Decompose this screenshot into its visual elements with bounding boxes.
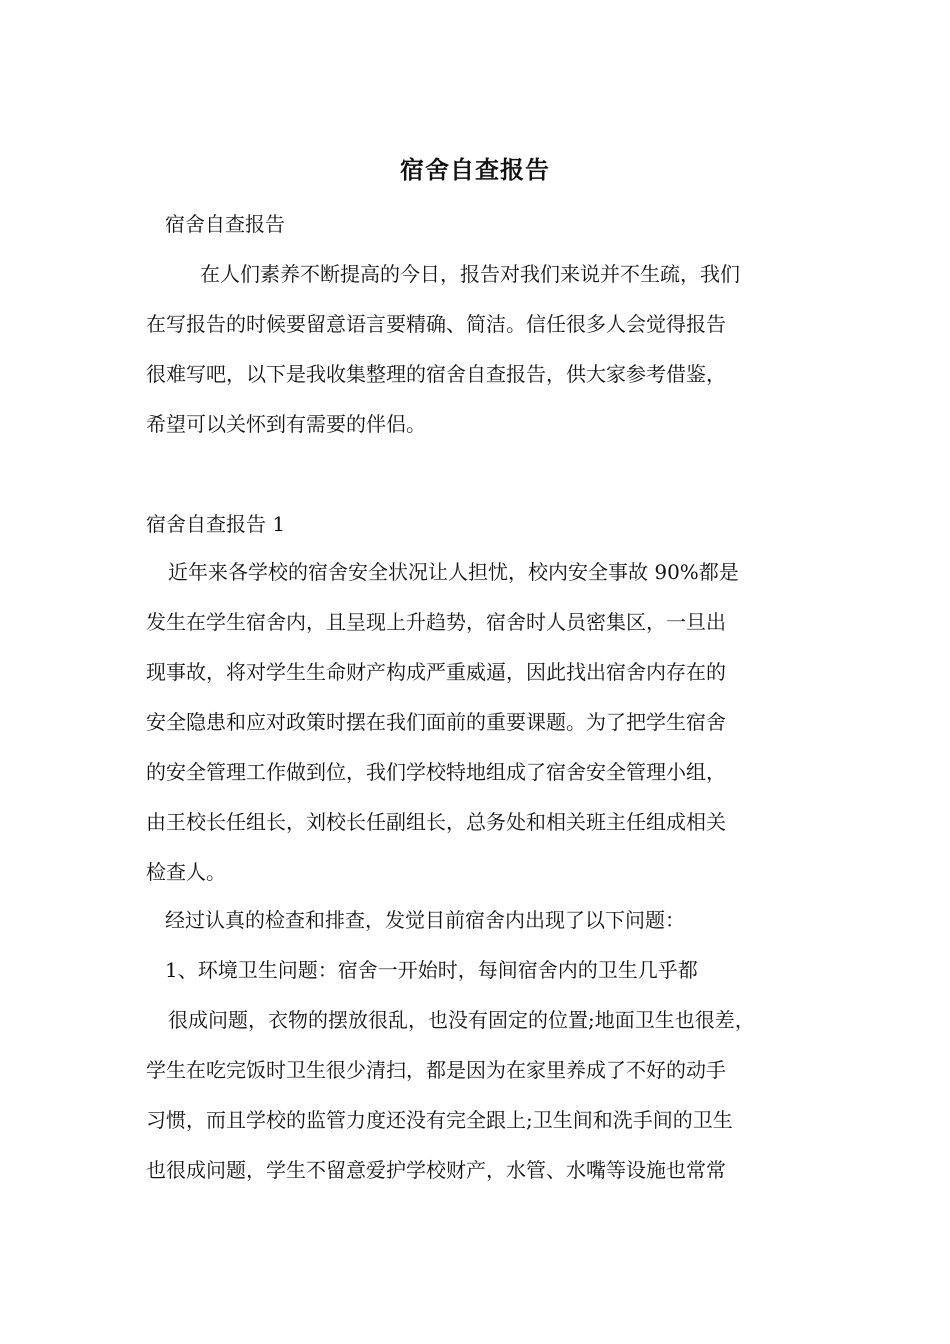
document-title: 宿舍自查报告: [400, 156, 550, 184]
paragraph-line: 安全隐患和应对政策时摆在我们面前的重要课题。为了把学生宿舍: [146, 710, 726, 734]
paragraph-line: 经过认真的检查和排查，发觉目前宿舍内出现了以下问题：: [165, 908, 685, 932]
paragraph-line: 学生在吃完饭时卫生很少清扫，都是因为在家里养成了不好的动手: [146, 1058, 726, 1082]
paragraph-line: 由王校长任组长，刘校长任副组长，总务处和相关班主任组成相关: [146, 810, 726, 834]
paragraph-line: 的安全管理工作做到位，我们学校特地组成了宿舍安全管理小组，: [146, 760, 726, 784]
list-item-line: 1、环境卫生问题：宿舍一开始时，每间宿舍内的卫生几乎都: [165, 958, 698, 982]
subtitle-line: 宿舍自查报告: [165, 212, 285, 236]
paragraph-line: 很难写吧，以下是我收集整理的宿舍自查报告，供大家参考借鉴，: [146, 362, 726, 386]
paragraph-line: 近年来各学校的宿舍安全状况让人担忧，校内安全事故 90%都是: [168, 560, 739, 584]
section-heading: 宿舍自查报告 1: [146, 512, 286, 536]
paragraph-line: 在人们素养不断提高的今日，报告对我们来说并不生疏，我们: [200, 262, 740, 286]
paragraph-line: 在写报告的时候要留意语言要精确、简洁。信任很多人会觉得报告: [146, 312, 726, 336]
paragraph-line: 检查人。: [146, 860, 226, 884]
paragraph-line: 现事故，将对学生生命财产构成严重威逼，因此找出宿舍内存在的: [146, 660, 726, 684]
paragraph-line: 发生在学生宿舍内，且呈现上升趋势，宿舍时人员密集区，一旦出: [146, 610, 726, 634]
paragraph-line: 很成问题，衣物的摆放很乱，也没有固定的位置;地面卫生也很差，: [168, 1008, 755, 1032]
paragraph-line: 习惯，而且学校的监管力度还没有完全跟上;卫生间和洗手间的卫生: [146, 1108, 733, 1132]
paragraph-line: 也很成问题，学生不留意爱护学校财产，水管、水嘴等设施也常常: [146, 1158, 726, 1182]
paragraph-line: 希望可以关怀到有需要的伴侣。: [146, 412, 426, 436]
